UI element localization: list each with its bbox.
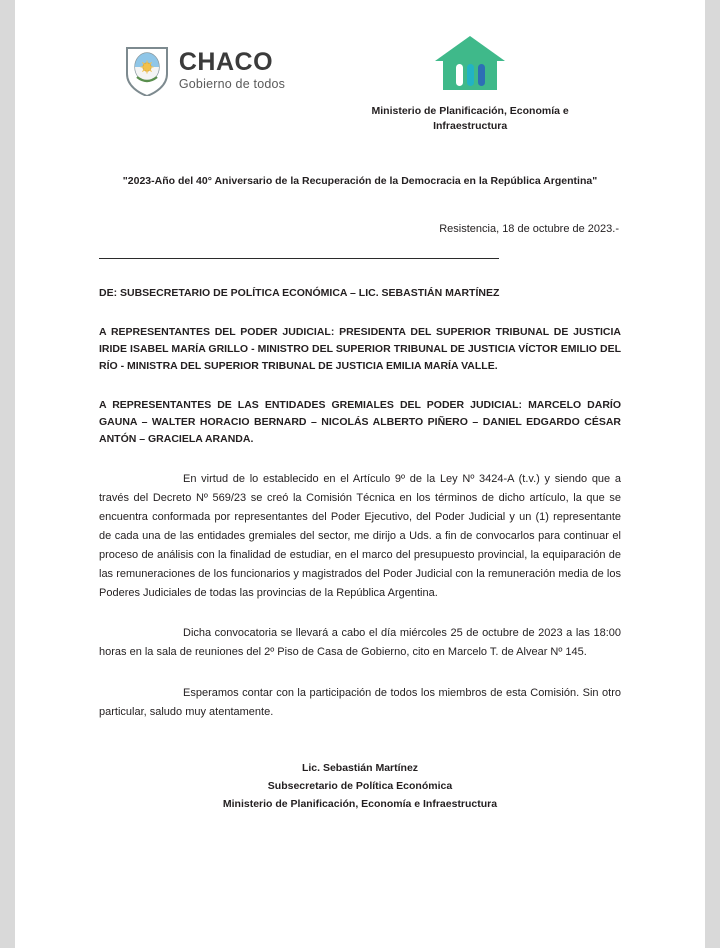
document-header — [15, 0, 705, 134]
anniversary-slogan: "2023-Año del 40° Aniversario de la Recuperación de la Democracia en la República Argentina" — [122, 175, 598, 188]
paragraph-3 — [99, 684, 621, 722]
recipients-judicial: A REPRESENTANTES DEL PODER JUDICIAL: PRESIDENTA DEL SUPERIOR TRIBUNAL DE JUSTICIA IRIDE ISABEL MARÍA GRILLO - MINISTRO DEL SUPERIOR TRIBUNAL DE JUSTICIA VÍCTOR EMILIO DEL RÍO - MINISTRA DEL SUPERIOR TRIBUNAL DE JUSTICIA EMILIA MARÍA VALLE. — [99, 326, 621, 373]
horizontal-rule — [99, 257, 499, 259]
house-ministry-logo-icon — [433, 34, 507, 92]
paragraph-1 — [99, 470, 621, 602]
signature-name: Lic. Sebastián Martínez — [301, 762, 419, 775]
document-body — [15, 174, 705, 813]
paragraph-1-text: En virtud de lo establecido en el Artículo 9º de la Ley Nº 3424-A (t.v.) y siendo que a través del Decreto Nº 569/23 se creó la Comisión Técnica en los términos de dicho artículo, la que se encuentra conformada por representantes del Poder Ejecutivo, del Poder Judicial y un (1) representante de cada una de las entidades gremiales del sector, me dirijo a Uds. a fin de convocarlos para continuar el proceso de análisis con la finalidad de estudiar, en el marco del presupuesto provincial, la equiparación de las remuneraciones de los funcionarios y magistrados del Poder Judicial con la remuneración media de los Poderes Judiciales de todas las provincias de la República Argentina. — [99, 473, 621, 599]
argentina-chaco-shield-icon — [125, 44, 169, 96]
recipients-unions: A REPRESENTANTES DE LAS ENTIDADES GREMIALES DEL PODER JUDICIAL: MARCELO DARÍO GAUNA – WALTER HORACIO BERNARD – NICOLÁS ALBERTO PIÑERO – DANIEL EDGARDO CÉSAR ANTÓN – GRACIELA ARANDA. — [99, 399, 621, 446]
signature-office: Ministerio de Planificación, Economía e Infraestructura — [222, 797, 498, 810]
signature-block — [99, 760, 621, 814]
ministry-logo — [345, 34, 595, 134]
chaco-logo — [125, 34, 285, 96]
paragraph-3-text: Esperamos contar con la participación de todos los miembros de esta Comisión. Sin otro particular, saludo muy atentamente. — [99, 687, 621, 719]
chaco-subtitle: Gobierno de todos — [178, 76, 286, 91]
ministry-name: Ministerio de Planificación, Economía e Infraestructura — [371, 105, 569, 133]
from-line: DE: SUBSECRETARIO DE POLÍTICA ECONÓMICA – LIC. SEBASTIÁN MARTÍNEZ — [99, 287, 500, 300]
paragraph-2 — [99, 624, 621, 662]
signature-role: Subsecretario de Política Económica — [267, 779, 453, 792]
place-and-date: Resistencia, 18 de octubre de 2023.- — [439, 223, 619, 236]
document-page — [15, 0, 705, 948]
chaco-title: CHACO — [178, 47, 274, 76]
paragraph-2-text: Dicha convocatoria se llevará a cabo el día miércoles 25 de octubre de 2023 a las 18:00 horas en la sala de reuniones del 2º Piso de Casa de Gobierno, cito en Marcelo T. de Alvear Nº 145. — [99, 627, 621, 659]
